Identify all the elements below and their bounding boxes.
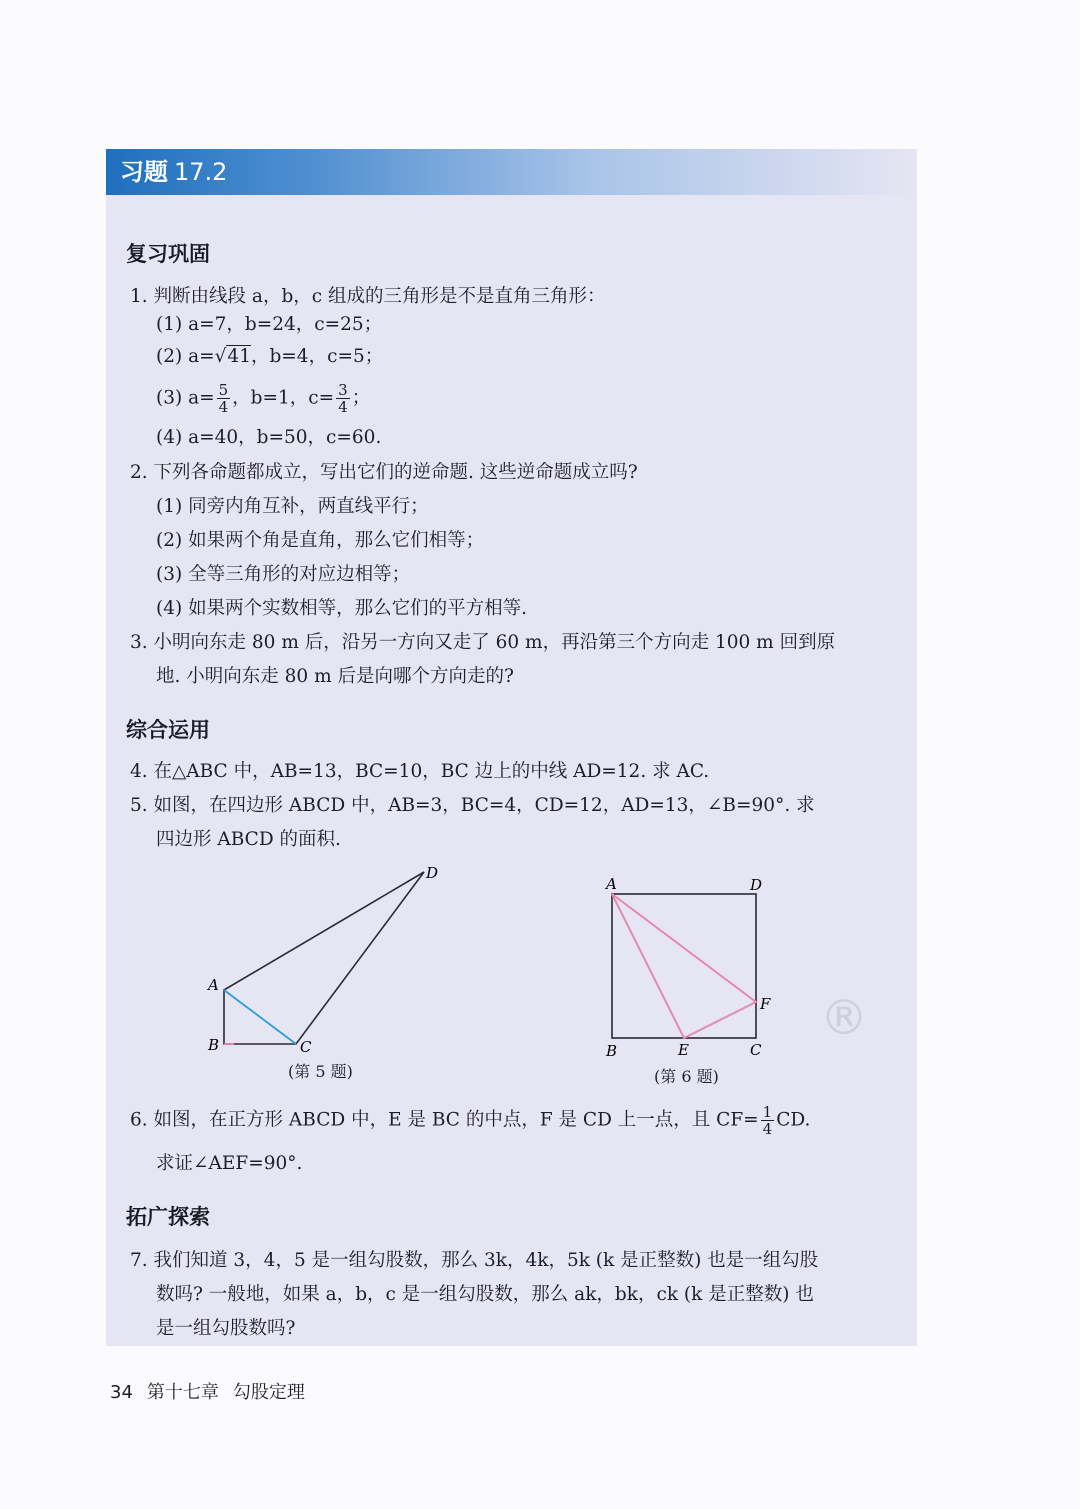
q1-part1: (1) a=7，b=24，c=25； bbox=[156, 314, 383, 335]
q6-line2: 求证∠AEF=90°. bbox=[156, 1153, 303, 1174]
fraction-numerator: 1 bbox=[762, 1103, 773, 1121]
label-d: D bbox=[750, 876, 763, 894]
square-abcd bbox=[612, 894, 756, 1038]
q2-part1: (1) 同旁内角互补，两直线平行； bbox=[156, 496, 429, 517]
fraction-numerator: 5 bbox=[218, 381, 229, 399]
label-d: D bbox=[426, 864, 439, 882]
q5-line2: 四边形 ABCD 的面积. bbox=[156, 829, 341, 850]
exercise-banner bbox=[106, 149, 917, 195]
q1-part3-post: ； bbox=[351, 387, 371, 409]
section-explore: 拓广探索 bbox=[126, 1205, 210, 1229]
q6-fraction bbox=[761, 1104, 775, 1137]
q6-line1-pre: 6. 如图，在正方形 ABCD 中，E 是 BC 的中点，F 是 CD 上一点，且 CF= bbox=[130, 1109, 759, 1131]
fraction-numerator: 3 bbox=[338, 381, 348, 399]
page-number: 34 bbox=[110, 1382, 133, 1403]
page-footer bbox=[110, 1378, 305, 1404]
q1-part2-pre: (2) a= bbox=[156, 346, 215, 367]
label-f: F bbox=[760, 995, 771, 1013]
label-b: B bbox=[606, 1042, 618, 1060]
label-c: C bbox=[300, 1038, 312, 1056]
registered-mark: ® bbox=[820, 990, 868, 1046]
q1-part2: (2) a=√41，b=4，c=5； bbox=[156, 346, 384, 367]
section-review: 复习巩固 bbox=[126, 242, 210, 266]
exercise-label: 习题 bbox=[120, 158, 168, 186]
label-b: B bbox=[208, 1036, 220, 1054]
figure-5 bbox=[200, 860, 460, 1060]
figure-6-caption: (第 6 题) bbox=[654, 1067, 719, 1086]
fraction-denominator: 4 bbox=[218, 398, 229, 416]
q1-part2-radicand: 41 bbox=[227, 346, 251, 367]
q1-stem: 1. 判断由线段 a，b，c 组成的三角形是不是直角三角形： bbox=[130, 286, 606, 307]
q1-part3-fraction-c bbox=[336, 382, 350, 415]
q1-part4: (4) a=40，b=50，c=60. bbox=[156, 427, 382, 448]
quadrilateral-abcd bbox=[224, 872, 424, 1044]
exercise-number: 17.2 bbox=[174, 158, 228, 186]
q3-line2: 地. 小明向东走 80 m 后是向哪个方向走的? bbox=[156, 666, 514, 687]
figure-5-caption: (第 5 题) bbox=[288, 1062, 353, 1081]
q1-part3 bbox=[156, 382, 370, 415]
q1-part3-pre: (3) a= bbox=[156, 387, 215, 409]
label-a: A bbox=[606, 875, 617, 893]
fraction-denominator: 4 bbox=[338, 398, 348, 416]
q2-part4: (4) 如果两个实数相等，那么它们的平方相等. bbox=[156, 598, 527, 619]
q2-part3: (3) 全等三角形的对应边相等； bbox=[156, 564, 411, 585]
q3-line1: 3. 小明向东走 80 m 后，沿另一方向又走了 60 m，再沿第三个方向走 100 m 回到原 bbox=[130, 632, 836, 653]
label-a: A bbox=[208, 976, 219, 994]
q1-part2-post: ，b=4，c=5； bbox=[250, 346, 384, 367]
q7-line2: 数吗? 一般地，如果 a，b，c 是一组勾股数，那么 ak，bk，ck (k 是正整数) 也 bbox=[156, 1284, 814, 1305]
q7-line3: 是一组勾股数吗? bbox=[156, 1318, 296, 1339]
q1-part3-mid: ，b=1，c= bbox=[232, 387, 335, 409]
label-e: E bbox=[678, 1041, 689, 1059]
chapter-label: 第十七章 bbox=[146, 1382, 219, 1403]
exercise-title bbox=[120, 156, 227, 188]
fraction-denominator: 4 bbox=[762, 1120, 773, 1138]
q6-line1-post: CD. bbox=[776, 1109, 811, 1131]
triangle-aef bbox=[612, 894, 756, 1038]
q5-line1: 5. 如图，在四边形 ABCD 中，AB=3，BC=4，CD=12，AD=13，∠B=90°. 求 bbox=[130, 795, 815, 816]
q1-part3-fraction-a bbox=[217, 382, 231, 415]
q4-text: 4. 在△ABC 中，AB=13，BC=10，BC 边上的中线 AD=12. 求 AC. bbox=[130, 761, 710, 782]
label-c: C bbox=[750, 1041, 762, 1059]
q2-stem: 2. 下列各命题都成立，写出它们的逆命题. 这些逆命题成立吗? bbox=[130, 462, 638, 483]
section-apply: 综合运用 bbox=[126, 718, 210, 742]
figure-6 bbox=[598, 874, 788, 1064]
q2-part2: (2) 如果两个角是直角，那么它们相等； bbox=[156, 530, 485, 551]
q6-line1 bbox=[130, 1104, 810, 1137]
segment-ac bbox=[224, 990, 296, 1044]
chapter-title: 勾股定理 bbox=[232, 1382, 305, 1403]
q7-line1: 7. 我们知道 3，4，5 是一组勾股数，那么 3k，4k，5k (k 是正整数) 也是一组勾股 bbox=[130, 1250, 819, 1271]
